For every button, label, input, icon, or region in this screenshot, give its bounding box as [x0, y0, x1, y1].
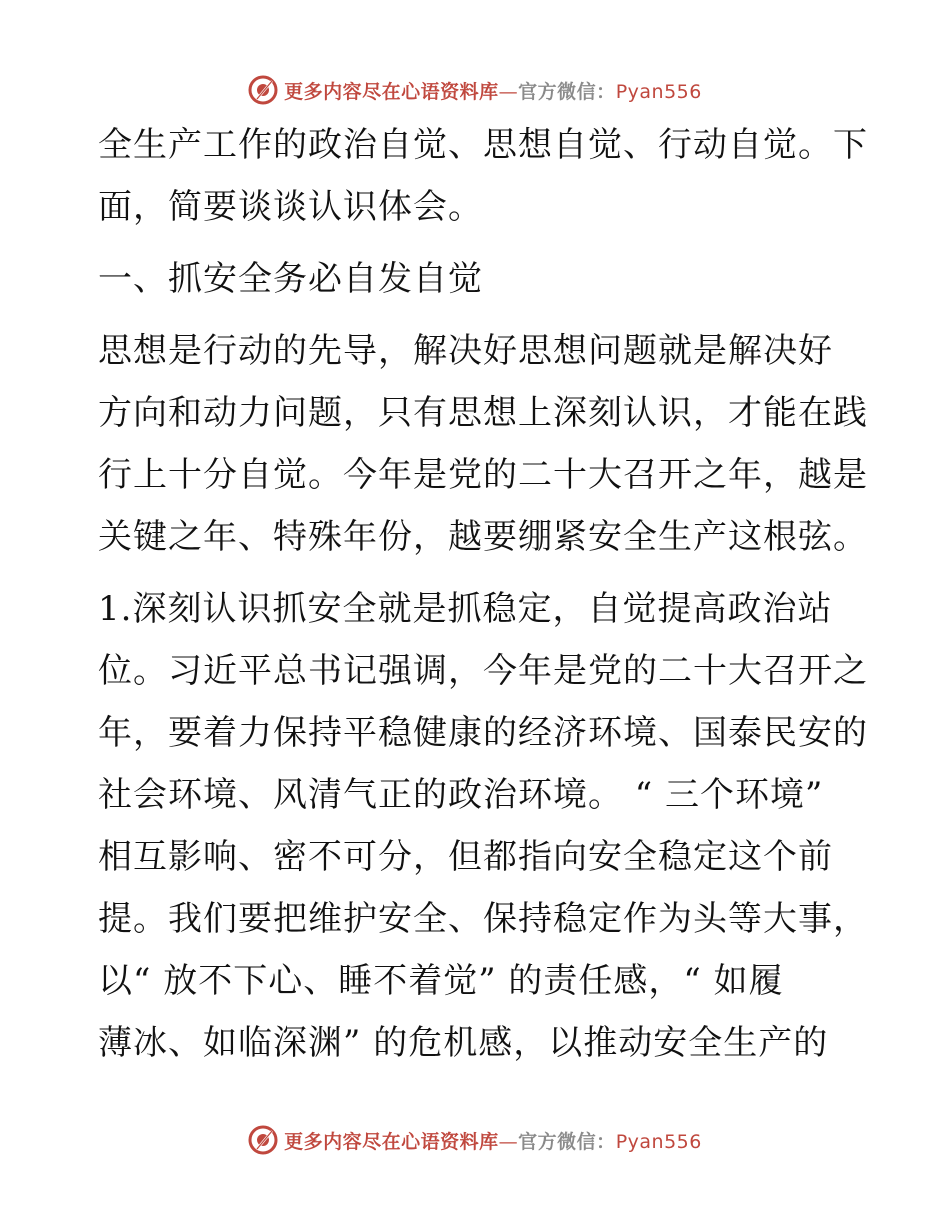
- header-label: 官方微信：: [518, 80, 616, 103]
- body-line: 提。我们要把维护安全、保持稳定作为头等大事，: [98, 899, 868, 939]
- footer-id: Pyan556: [615, 1130, 702, 1153]
- logo-icon: [248, 1125, 278, 1155]
- body-line: 年，要着力保持平稳健康的经济环境、国泰民安的: [98, 713, 868, 753]
- body-line: 薄冰、如临深渊” 的危机感，以推动安全生产的: [98, 1023, 829, 1063]
- body-line: 思想是行动的先导，解决好思想问题就是解决好: [98, 331, 833, 371]
- body-line: 方向和动力问题，只有思想上深刻认识，才能在践: [98, 393, 868, 433]
- body-line: 关键之年、特殊年份，越要绷紧安全生产这根弦。: [98, 517, 868, 557]
- header-text: [284, 77, 702, 104]
- footer-banner: [0, 1120, 950, 1160]
- body-line: 全生产工作的政治自觉、思想自觉、行动自觉。下: [98, 125, 868, 165]
- body-line: 1.深刻认识抓安全就是抓稳定，自觉提高政治站: [98, 589, 833, 629]
- section-heading: 一、抓安全务必自发自觉: [98, 259, 483, 299]
- body-line: 位。习近平总书记强调，今年是党的二十大召开之: [98, 651, 868, 691]
- header-highlight: 更多内容尽在心语资料库: [284, 80, 499, 103]
- header-dash: —: [498, 80, 519, 103]
- body-line: 社会环境、风清气正的政治环境。 “ 三个环境”: [98, 775, 824, 815]
- footer-label: 官方微信：: [518, 1130, 616, 1153]
- body-line: 面，简要谈谈认识体会。: [98, 187, 483, 227]
- header-banner: [0, 70, 950, 110]
- body-line: 行上十分自觉。今年是党的二十大召开之年，越是: [98, 455, 868, 495]
- logo-icon: [248, 75, 278, 105]
- header-id: Pyan556: [615, 80, 702, 103]
- footer-highlight: 更多内容尽在心语资料库: [284, 1130, 499, 1153]
- body-line: 以“ 放不下心、睡不着觉” 的责任感，“ 如履: [98, 961, 784, 1001]
- footer-dash: —: [498, 1130, 519, 1153]
- footer-text: [284, 1127, 702, 1154]
- body-line: 相互影响、密不可分，但都指向安全稳定这个前: [98, 837, 833, 877]
